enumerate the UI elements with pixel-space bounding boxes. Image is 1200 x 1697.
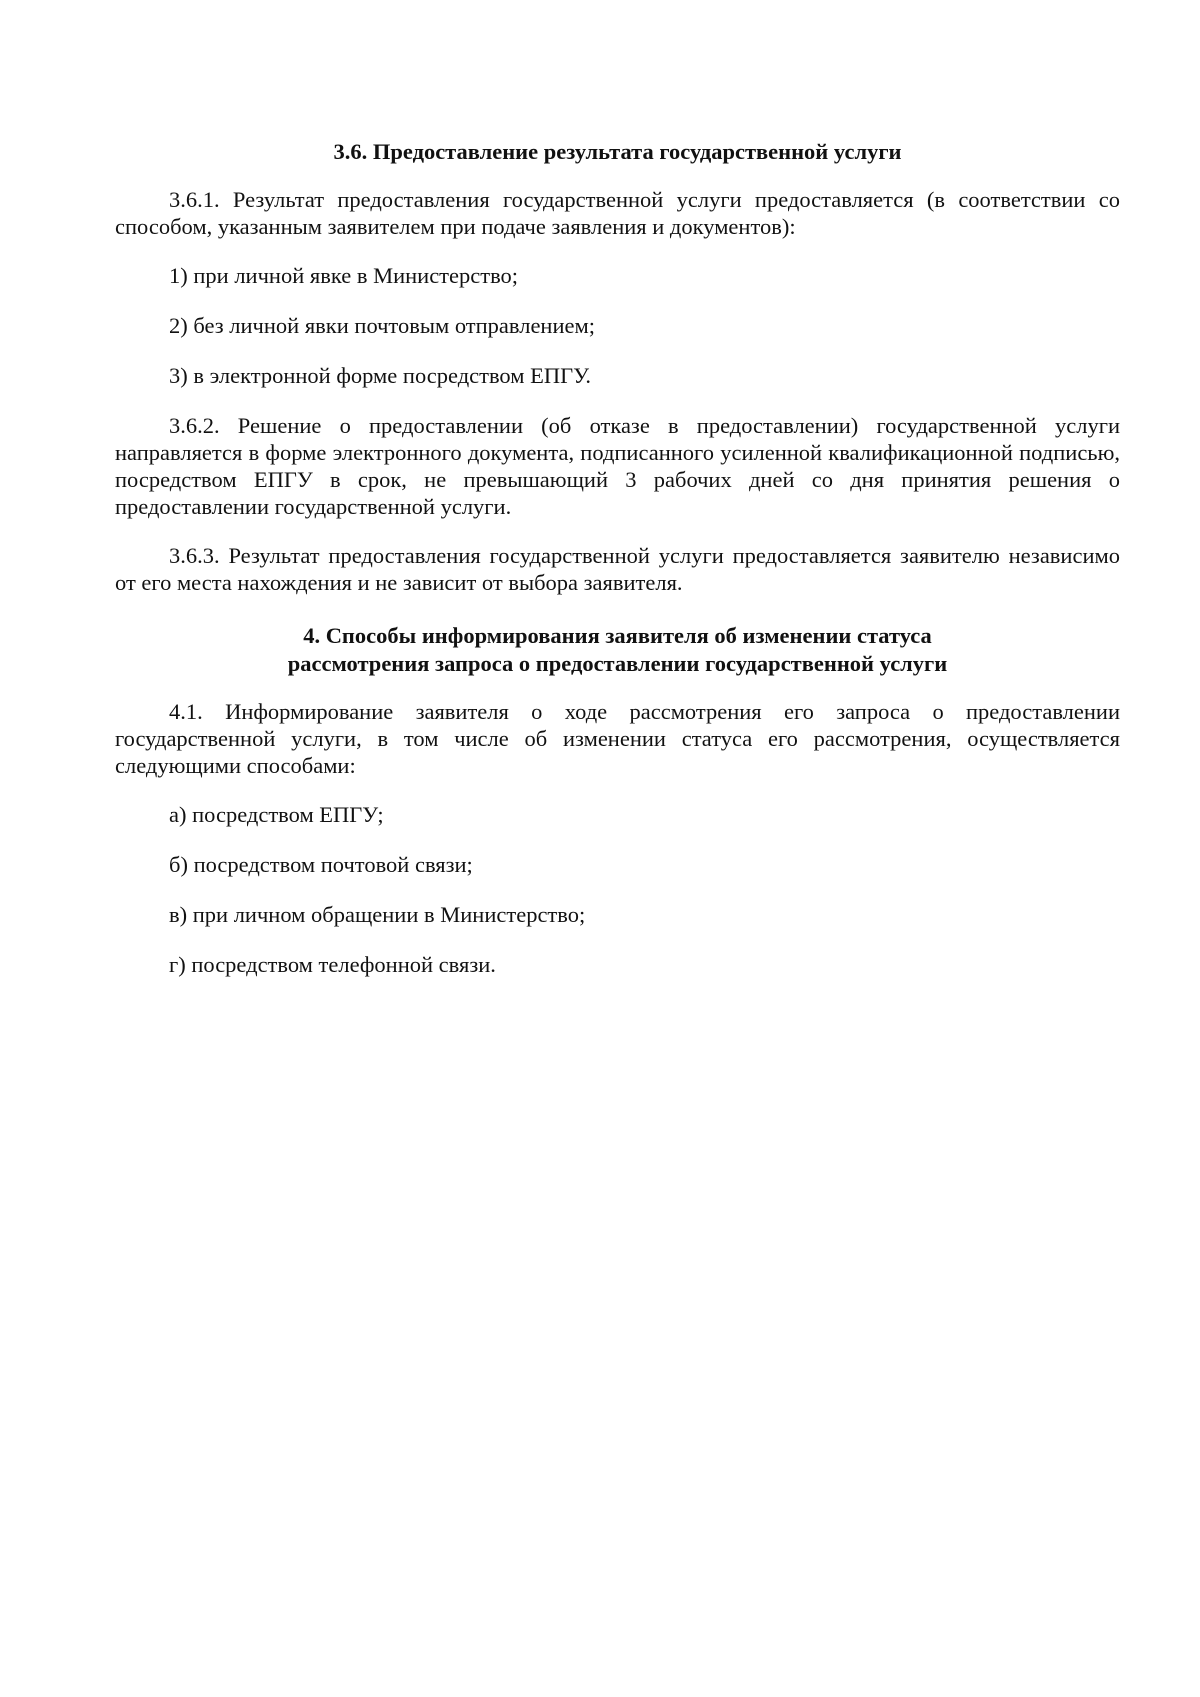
list-item: 1) при личной явке в Министерство;	[169, 263, 519, 288]
paragraph-3-6-2: 3.6.2. Решение о предоставлении (об отказе в предоставлении) государственной услуги направляется в форме электронного документа, подписанного усиленной квалификационной подписью, посредством ЕПГУ в срок, не превышающий 3 рабочих дней со дня принятия решения о предоставлении государственной услуги.	[115, 413, 1120, 519]
document-content	[115, 138, 1120, 1001]
section-4-heading-line1: 4. Способы информирования заявителя об изменении статуса	[303, 623, 932, 648]
list-item: 3) в электронной форме посредством ЕПГУ.	[169, 363, 591, 388]
paragraph-3-6-1: 3.6.1. Результат предоставления государственной услуги предоставляется (в соответствии со способом, указанным заявителем при подаче заявления и документов):	[115, 187, 1120, 239]
list-item: в) при личном обращении в Министерство;	[169, 902, 586, 927]
list-item: а) посредством ЕПГУ;	[169, 802, 384, 827]
paragraph-4-1: 4.1. Информирование заявителя о ходе рассмотрения его запроса о предоставлении государственной услуги, в том числе об изменении статуса его рассмотрения, осуществляется следующими способами:	[115, 699, 1120, 778]
section-4-heading-line2: рассмотрения запроса о предоставлении государственной услуги	[287, 651, 948, 676]
list-item: г) посредством телефонной связи.	[169, 952, 496, 977]
list-item: б) посредством почтовой связи;	[169, 852, 473, 877]
list-item: 2) без личной явки почтовым отправлением;	[169, 313, 595, 338]
section-3-6-heading: 3.6. Предоставление результата государственной услуги	[333, 139, 902, 164]
paragraph-3-6-3: 3.6.3. Результат предоставления государственной услуги предоставляется заявителю независимо от его места нахождения и не зависит от выбора заявителя.	[115, 543, 1120, 595]
section-4-heading	[115, 622, 1120, 678]
